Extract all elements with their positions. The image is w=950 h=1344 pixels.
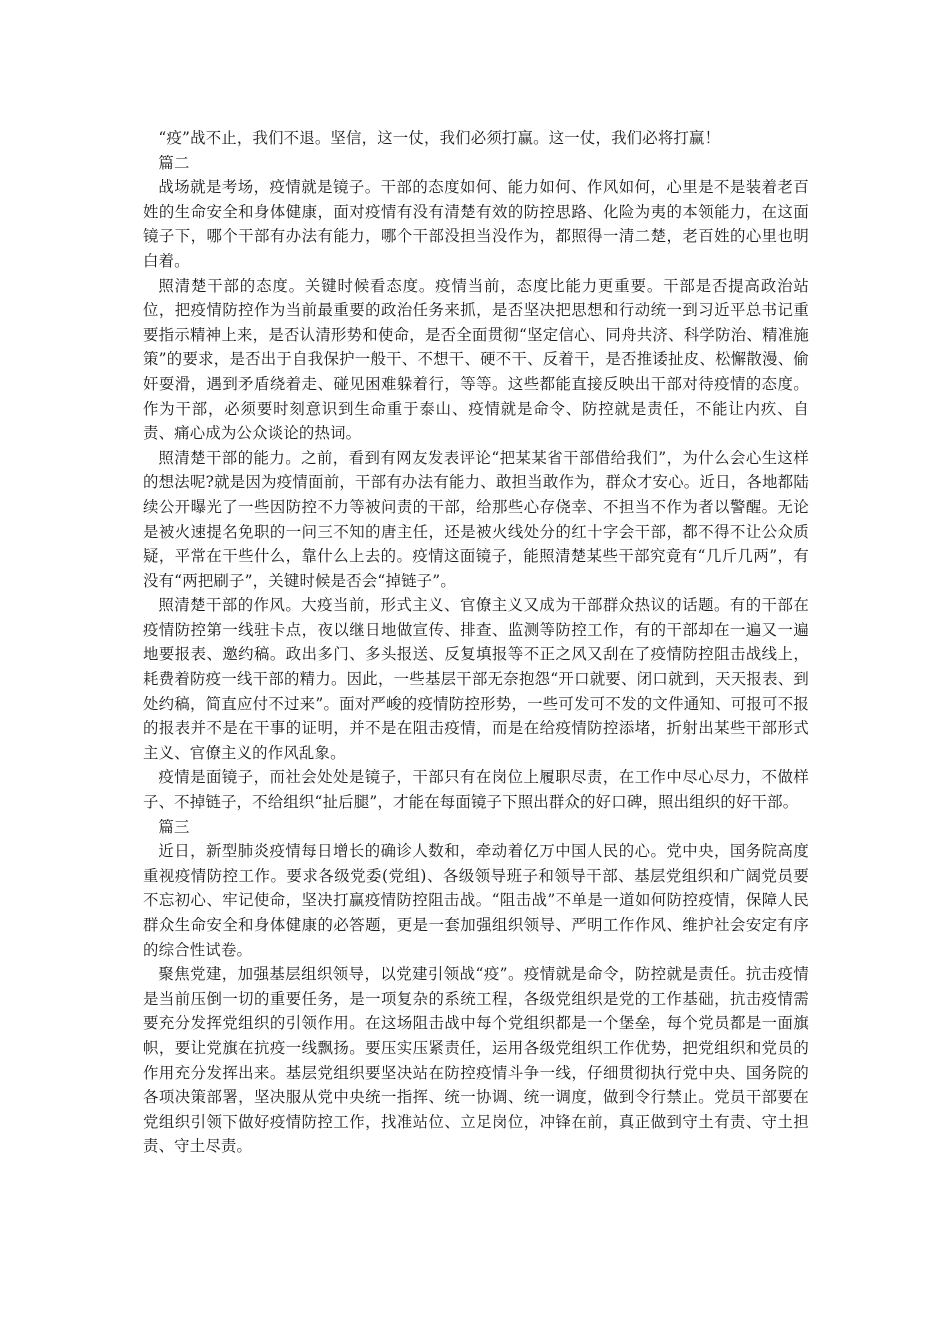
section-heading: 篇二	[158, 153, 190, 172]
paragraph: 照清楚干部的作风。大疫当前，形式主义、官僚主义又成为干部群众热议的话题。有的干部在疫情防控第一线驻卡点，夜以继日地做宣传、排查、监测等防控工作，有的干部却在一遍又一遍地要报表、邀约稿。政出多门、多头报送、反复填报等不正之风又刮在了疫情防控阻击战线上，耗费着防疫一线干部的精力。因此，一些基层干部无奈抱怨“开口就要、闭口就到，天天报表、到处约稿，简直应付不过来”。面对严峻的疫情防控形势，一些可发可不发的文件通知、可报可不报的报表并不是在干事的证明，并不是在阻击疫情，而是在给疫情防控添堵，折射出某些干部形式主义、官僚主义的作风乱象。	[143, 596, 809, 762]
paragraph: 照清楚干部的态度。关键时候看态度。疫情当前，态度比能力更重要。干部是否提高政治站位，把疫情防控作为当前最重要的政治任务来抓，是否坚决把思想和行动统一到习近平总书记重要指示精神上来，是否认清形势和使命，是否全面贯彻“坚定信心、同舟共济、科学防治、精准施策”的要求，是否出于自我保护一般干、不想干、硬不干、反着干，是否推诿扯皮、松懈散漫、偷奸耍滑，遇到矛盾绕着走、碰见困难躲着行，等等。这些都能直接反映出干部对待疫情的态度。作为干部，必须要时刻意识到生命重于泰山、疫情就是命令、防控就是责任，不能让内疚、自责、痛心成为公众谈论的热词。	[143, 276, 809, 443]
paragraph: 近日，新型肺炎疫情每日增长的确诊人数和，牵动着亿万中国人民的心。党中央，国务院高度重视疫情防控工作。要求各级党委(党组)、各级领导班子和领导干部、基层党组织和广阔党员要不忘初心、牢记使命，坚决打赢疫情防控阻击战。“阻击战”不单是一道如何防控疫情，保障人民群众生命安全和身体健康的必答题，更是一套加强组织领导、严明工作作风、维护社会安定有序的综合性试卷。	[143, 842, 809, 959]
paragraph: 照清楚干部的能力。之前，看到有网友发表评论“把某某省干部借给我们”，为什么会心生这样的想法呢?就是因为疫情面前，干部有办法有能力、敢担当敢作为，群众才安心。近日，各地都陆续公开曝光了一些因防控不力等被问责的干部，给那些心存侥幸、不担当不作为者以警醒。无论是被火速提名免职的一问三不知的唐主任，还是被火线处分的红十字会干部，都不得不让公众质疑，平常在干些什么，靠什么上去的。疫情这面镜子，能照清楚某些干部究竟有“几斤几两”，有没有“两把刷子”，关键时候是否会“掉链子”。	[143, 448, 809, 590]
paragraph: 疫情是面镜子，而社会处处是镜子，干部只有在岗位上履职尽责，在工作中尽心尽力，不做样子、不掉链子，不给组织“扯后腿”，才能在每面镜子下照出群众的好口碑，照出组织的好干部。	[143, 768, 809, 812]
paragraph: “疫”战不止，我们不退。坚信，这一仗，我们必须打赢。这一仗，我们必将打赢！	[158, 129, 721, 147]
section-heading: 篇三	[158, 817, 190, 836]
paragraph: 聚焦党建，加强基层组织领导，以党建引领战“疫”。疫情就是命令，防控就是责任。抗击疫情是当前压倒一切的重要任务，是一项复杂的系统工程，各级党组织是党的工作基础，抗击疫情需要充分发挥党组织的引领作用。在这场阻击战中每个党组织都是一个堡垒，每个党员都是一面旗帜，要让党旗在抗疫一线飘扬。要压实压紧责任，运用各级党组织工作优势，把党组织和党员的作用充分发挥出来。基层党组织要坚决站在防控疫情斗争一线，仔细贯彻执行党中央、国务院的各项决策部署，坚决服从党中央统一指挥、统一协调、统一调度，做到令行禁止。党员干部要在党组织引领下做好疫情防控工作，找准站位、立足岗位，冲锋在前，真正做到守土有责、守土担责、守土尽责。	[143, 965, 809, 1156]
document-body	[143, 126, 809, 1159]
paragraph: 战场就是考场，疫情就是镜子。干部的态度如何、能力如何、作风如何，心里是不是装着老百姓的生命安全和身体健康，面对疫情有没有清楚有效的防控思路、化险为夷的本领能力，在这面镜子下，哪个干部有办法有能力，哪个干部没担当没作为，都照得一清二楚，老百姓的心里也明白着。	[143, 178, 809, 270]
